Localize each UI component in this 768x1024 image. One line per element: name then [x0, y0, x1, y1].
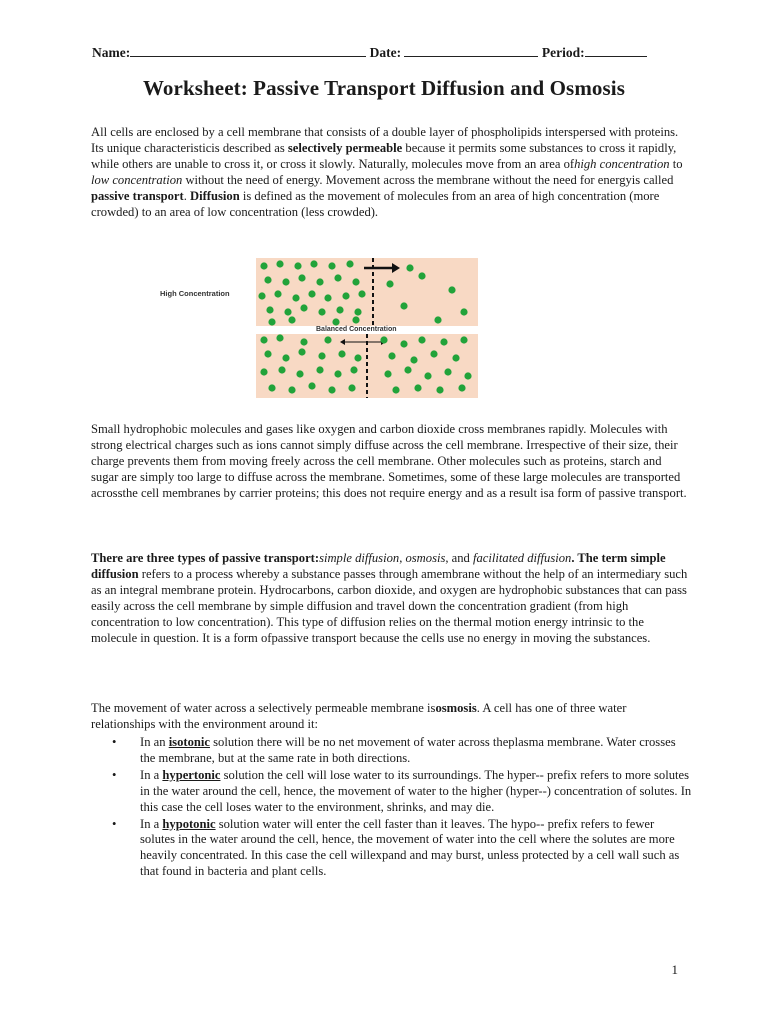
molecule-dot	[460, 308, 467, 315]
molecule-dot	[404, 366, 411, 373]
molecule-dot	[406, 264, 413, 271]
molecule-dot	[264, 350, 271, 357]
name-field[interactable]	[130, 43, 366, 57]
molecule-dot	[324, 294, 331, 301]
molecule-dot	[282, 354, 289, 361]
paragraph-2: Small hydrophobic molecules and gases like oxygen and carbon dioxide cross membranes rapidly. Molecules with strong electrical charges such as ions cannot simply diffuse across the cell membrane. Irrespective of their size, their charge prevents them from moving freely across the cell membrane. Other molecules such as proteins, starch and sugar are simply too large to diffuse across the membrane. Sometimes, some of these large molecules are transported acrossthe cell membranes by carrier proteins; this does not require energy and as a result isa form of passive transport.	[91, 422, 687, 500]
molecule-dot	[318, 308, 325, 315]
molecule-dot	[424, 372, 431, 379]
molecule-dot	[268, 384, 275, 391]
molecule-dot	[288, 316, 295, 323]
molecule-dot	[354, 308, 361, 315]
molecule-dot	[388, 352, 395, 359]
molecule-dot	[338, 350, 345, 357]
molecule-dot	[274, 290, 281, 297]
molecule-dot	[268, 318, 275, 325]
molecule-dot	[418, 272, 425, 279]
molecule-dot	[316, 366, 323, 373]
name-label: Name:	[92, 45, 131, 60]
date-label: Date:	[369, 45, 402, 60]
molecule-dot	[292, 294, 299, 301]
list-item: • In a hypotonic solution water will enter the cell faster than it leaves. The hypo-- prefix refers to fewer solutes in the water around the cell, hence, the movement of water into the cell where the solutes are more heavily concentrated. In this case the cell willexpand and may burst, unless protected by a cell wall such as that found in bacteria and plant cells.	[112, 816, 680, 879]
molecule-dot	[260, 262, 267, 269]
molecule-dot	[324, 336, 331, 343]
molecule-dot	[350, 366, 357, 373]
molecule-dot	[282, 278, 289, 285]
molecule-dot	[414, 384, 421, 391]
molecule-dot	[284, 308, 291, 315]
molecule-dot	[384, 370, 391, 377]
molecule-dot	[266, 306, 273, 313]
diffusion-diagram	[152, 254, 482, 400]
molecule-dot	[276, 334, 283, 341]
molecule-dot	[300, 338, 307, 345]
molecule-dot	[328, 386, 335, 393]
molecule-dot	[452, 354, 459, 361]
paragraph-4: The movement of water across a selectively permeable membrane isosmosis. A cell has one of three water relationships with the environment around it:	[91, 701, 627, 731]
molecule-dot	[400, 302, 407, 309]
high-concentration-label: High Concentration	[160, 289, 230, 298]
list-item: • In an isotonic solution there will be no net movement of water across theplasma membrane. Water crosses the membrane, but at the same rate in both directions.	[112, 735, 676, 765]
molecule-dot	[358, 290, 365, 297]
molecule-dot	[308, 290, 315, 297]
molecule-dot	[276, 260, 283, 267]
molecule-dot	[332, 318, 339, 325]
balanced-concentration-label: Balanced Concentration	[316, 326, 397, 333]
molecule-dot	[352, 316, 359, 323]
molecule-dot	[444, 368, 451, 375]
paragraph-3: There are three types of passive transport:simple diffusion, osmosis, and facilitated diffusion. The term simple diffusion refers to a process whereby a substance passes through amembrane without the help of an intermediary such as an integral membrane protein. Hydrocarbons, carbon dioxide, and oxygen are hydrophobic substances that can pass easily across the cell membrane by simple diffusion and travel down the concentration gradient (from high concentration to low concentration). This type of diffusion relies on the thermal motion energy intrinsic to the molecule in question. It is a form ofpassive transport because the cells use no energy in moving the substances.	[91, 551, 688, 645]
molecule-dot	[354, 354, 361, 361]
molecule-dot	[380, 336, 387, 343]
molecule-dot	[348, 384, 355, 391]
page-title: Worksheet: Passive Transport Diffusion and Osmosis	[142, 76, 626, 100]
molecule-dot	[288, 386, 295, 393]
molecule-dot	[264, 276, 271, 283]
period-label: Period:	[541, 45, 585, 60]
molecule-dot	[258, 292, 265, 299]
molecule-dot	[334, 370, 341, 377]
molecule-dot	[298, 274, 305, 281]
molecule-dot	[436, 386, 443, 393]
molecule-dot	[418, 336, 425, 343]
molecule-dot	[298, 348, 305, 355]
molecule-dot	[294, 262, 301, 269]
molecule-dot	[300, 304, 307, 311]
molecule-dot	[464, 372, 471, 379]
molecule-dot	[400, 340, 407, 347]
molecule-dot	[336, 306, 343, 313]
period-field[interactable]	[585, 43, 647, 57]
molecule-dot	[434, 316, 441, 323]
list-item: • In a hypertonic solution the cell will lose water to its surroundings. The hyper-- prefix refers to more solutes in the water around the cell, hence, the movement of water to the higher (hyper--) concentration of solutes. In this case the cell loses water to the environment, shrinks, and may die.	[112, 767, 692, 814]
molecule-dot	[386, 280, 393, 287]
molecule-dot	[278, 366, 285, 373]
molecule-dot	[334, 274, 341, 281]
molecule-dot	[448, 286, 455, 293]
molecule-dot	[316, 278, 323, 285]
tonicity-list	[112, 735, 692, 881]
molecule-dot	[460, 336, 467, 343]
molecule-dot	[352, 278, 359, 285]
molecule-dot	[410, 356, 417, 363]
page-number: 1	[671, 962, 678, 977]
molecule-dot	[342, 292, 349, 299]
molecule-dot	[328, 262, 335, 269]
molecule-dot	[260, 336, 267, 343]
molecule-dot	[318, 352, 325, 359]
intro-paragraph: All cells are enclosed by a cell membrane that consists of a double layer of phospholipids interspersed with proteins. Its unique characteristicis described as selectively permeable because it permits some substances to cross it rapidly, while others are unable to cross it, or cross it slowly. Naturally, molecules move from an area ofhigh concentration to low concentration without the need of energy. Movement across the membrane without the need for energyis called passive transport. Diffusion is defined as the movement of molecules from an area of high concentration (more crowded) to an area of low concentration (less crowded).	[91, 125, 683, 219]
header-fields	[92, 43, 682, 61]
molecule-dot	[430, 350, 437, 357]
molecule-dot	[392, 386, 399, 393]
date-field[interactable]	[404, 43, 538, 57]
molecule-dot	[260, 368, 267, 375]
molecule-dot	[440, 338, 447, 345]
molecule-dot	[310, 260, 317, 267]
molecule-dot	[308, 382, 315, 389]
molecule-dot	[296, 370, 303, 377]
molecule-dot	[346, 260, 353, 267]
molecule-dot	[458, 384, 465, 391]
